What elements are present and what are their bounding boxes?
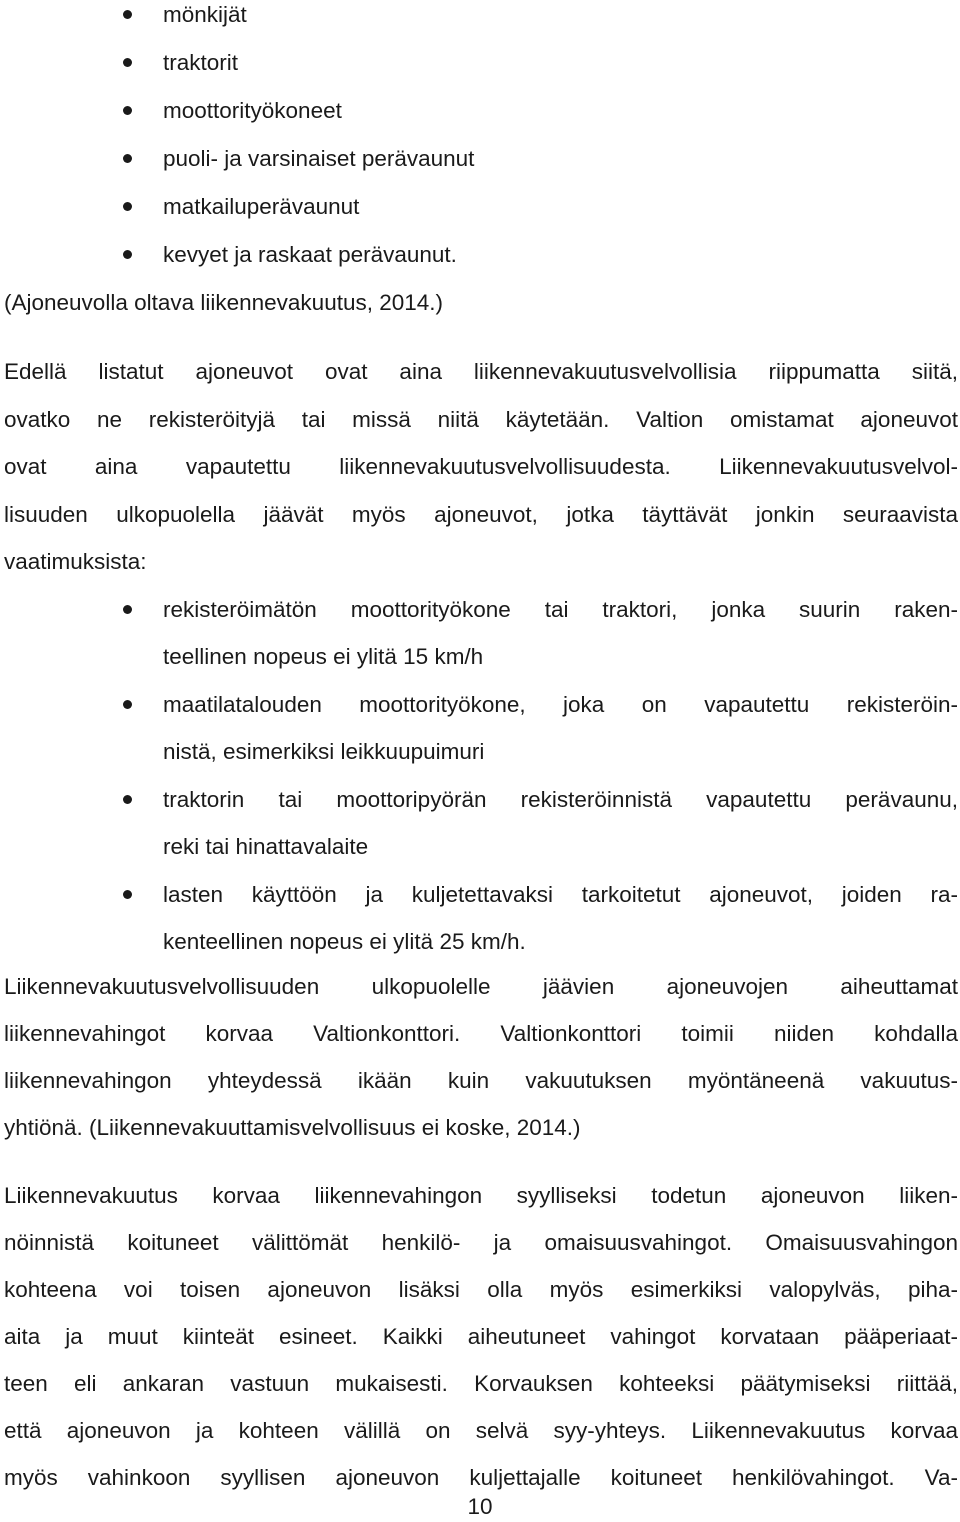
paragraph-line: Liikennevakuutus korvaa liikennevahingon syylliseksi todetun ajoneuvon liiken- bbox=[4, 1183, 958, 1208]
list-item: mönkijät bbox=[163, 2, 247, 27]
list-item: lasten käyttöön ja kuljetettavaksi tarkoitetut ajoneuvot, joiden ra- bbox=[163, 882, 958, 907]
bullet-icon bbox=[123, 202, 132, 211]
list-item: rekisteröimätön moottorityökone tai traktori, jonka suurin raken- bbox=[163, 597, 958, 622]
bullet-icon bbox=[123, 795, 132, 804]
paragraph-line: ovat aina vapautettu liikennevakuutusvelvollisuudesta. Liikennevakuutusvelvol- bbox=[4, 454, 958, 479]
bullet-icon bbox=[123, 106, 132, 115]
bullet-icon bbox=[123, 250, 132, 259]
paragraph-line: Liikennevakuutusvelvollisuuden ulkopuolelle jäävien ajoneuvojen aiheuttamat bbox=[4, 974, 958, 999]
list-item: traktorit bbox=[163, 50, 239, 75]
paragraph-line: Edellä listatut ajoneuvot ovat aina liikennevakuutusvelvollisia riippumatta siitä, bbox=[4, 359, 958, 384]
paragraph-line: liikennevahingot korvaa Valtionkonttori. Valtionkonttori toimii niiden kohdalla bbox=[4, 1021, 958, 1046]
bullet-icon bbox=[123, 154, 132, 163]
paragraph-line: yhtiönä. (Liikennevakuuttamisvelvollisuus ei koske, 2014.) bbox=[4, 1115, 581, 1140]
paragraph-line: lisuuden ulkopuolella jäävät myös ajoneuvot, jotka täyttävät jonkin seuraavista bbox=[4, 502, 958, 527]
bullet-icon bbox=[123, 605, 132, 614]
paragraph-line: että ajoneuvon ja kohteen välillä on selvä syy-yhteys. Liikennevakuutus korvaa bbox=[4, 1418, 958, 1443]
page-number: 10 bbox=[467, 1494, 493, 1519]
paragraph-line: teen eli ankaran vastuun mukaisesti. Korvauksen kohteeksi päätymiseksi riittää, bbox=[4, 1371, 958, 1396]
list-item-continued: teellinen nopeus ei ylitä 15 km/h bbox=[163, 644, 484, 669]
paragraph-line: myös vahinkoon syyllisen ajoneuvon kuljettajalle koituneet henkilövahingot. Va- bbox=[4, 1465, 958, 1490]
paragraph-line: liikennevahingon yhteydessä ikään kuin vakuutuksen myöntäneenä vakuutus- bbox=[4, 1068, 958, 1093]
bullet-icon bbox=[123, 58, 132, 67]
list-item-continued: kenteellinen nopeus ei ylitä 25 km/h. bbox=[163, 929, 526, 954]
paragraph-line: kohteena voi toisen ajoneuvon lisäksi olla myös esimerkiksi valopylväs, piha- bbox=[4, 1277, 958, 1302]
paragraph-line: ovatko ne rekisteröityjä tai missä niitä käytetään. Valtion omistamat ajoneuvot bbox=[4, 407, 958, 432]
bullet-icon bbox=[123, 10, 132, 19]
paragraph-line: vaatimuksista: bbox=[4, 549, 147, 574]
paragraph-line: nöinnistä koituneet välittömät henkilö- ja omaisuusvahingot. Omaisuusvahingon bbox=[4, 1230, 958, 1255]
list-item-continued: reki tai hinattavalaite bbox=[163, 834, 369, 859]
list-item: kevyet ja raskaat perävaunut. bbox=[163, 242, 457, 267]
list-item: matkailuperävaunut bbox=[163, 194, 360, 219]
bullet-icon bbox=[123, 890, 132, 899]
citation: (Ajoneuvolla oltava liikennevakuutus, 2014.) bbox=[4, 290, 444, 315]
list-item: puoli- ja varsinaiset perävaunut bbox=[163, 146, 475, 171]
bullet-icon bbox=[123, 700, 132, 709]
list-item-continued: nistä, esimerkiksi leikkuupuimuri bbox=[163, 739, 485, 764]
paragraph-line: aita ja muut kiinteät esineet. Kaikki aiheutuneet vahingot korvataan pääperiaat- bbox=[4, 1324, 958, 1349]
list-item: maatilatalouden moottorityökone, joka on vapautettu rekisteröin- bbox=[163, 692, 958, 717]
list-item: moottorityökoneet bbox=[163, 98, 342, 123]
list-item: traktorin tai moottoripyörän rekisteröinnistä vapautettu perävaunu, bbox=[163, 787, 958, 812]
